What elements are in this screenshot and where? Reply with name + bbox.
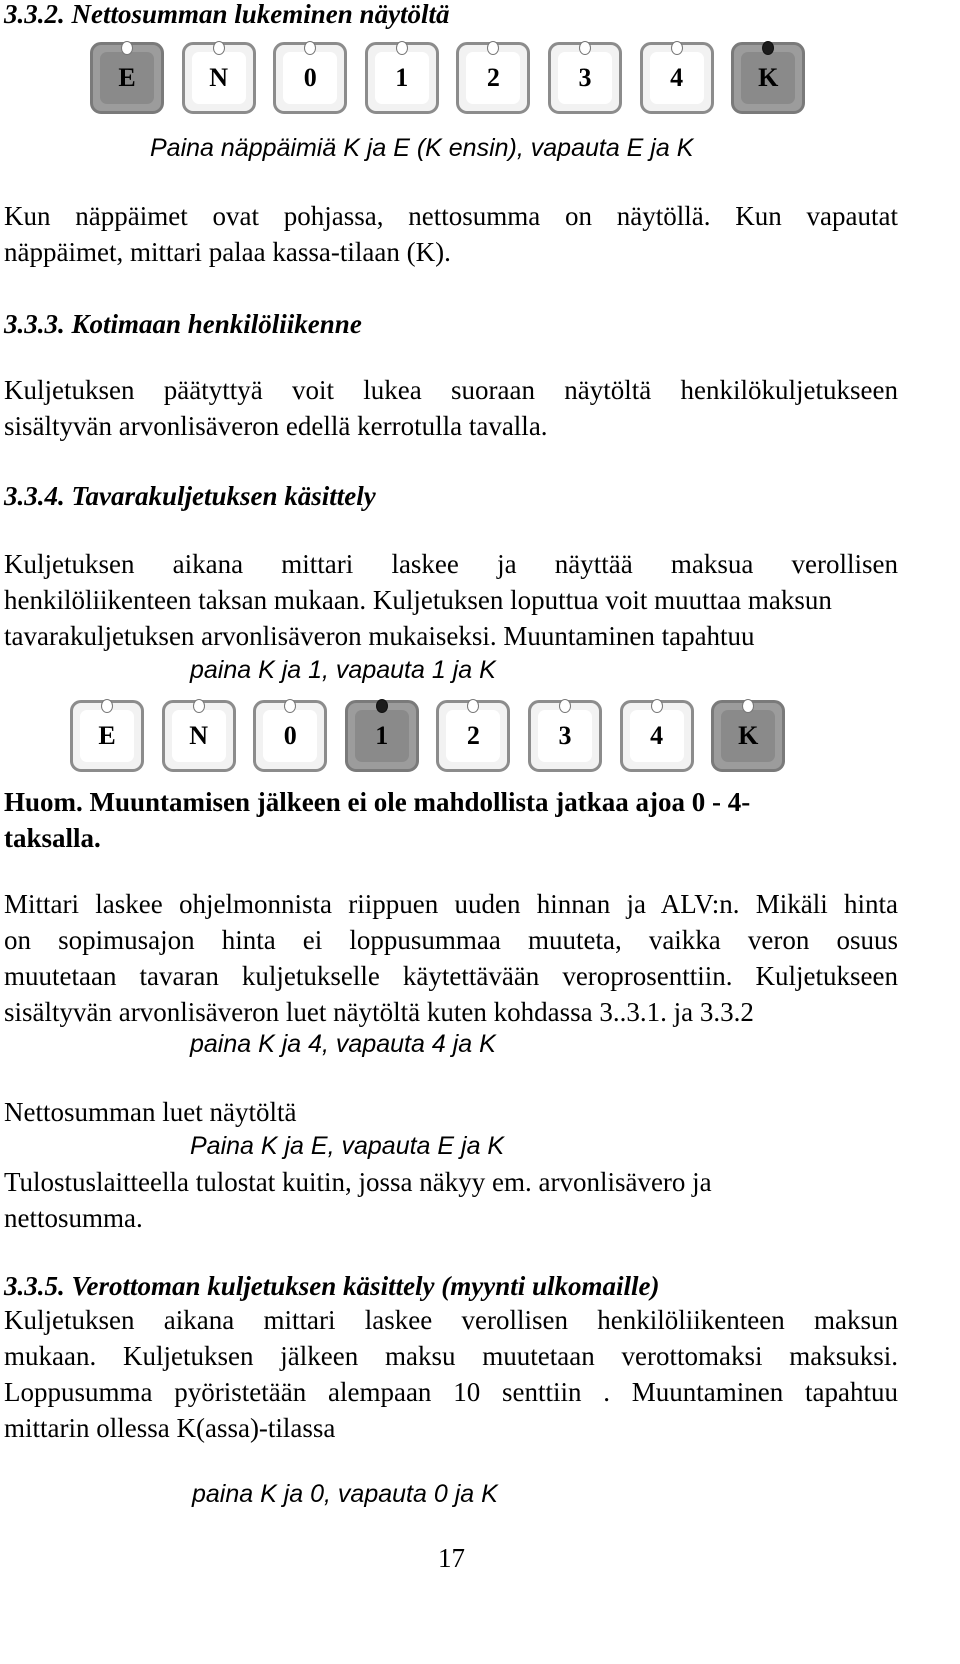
section-title: Kotimaan henkilöliikenne bbox=[71, 309, 362, 339]
key-label: 2 bbox=[446, 710, 500, 762]
section-number: 3.3.3. bbox=[4, 309, 65, 339]
section-number: 3.3.5. bbox=[4, 1271, 65, 1301]
paragraph-line: Nettosumman luet näytöltä bbox=[4, 1097, 297, 1127]
keypad-key-3 bbox=[548, 42, 622, 114]
indicator-light-icon bbox=[742, 699, 754, 713]
indicator-light-icon bbox=[651, 699, 663, 713]
key-label: K bbox=[721, 710, 775, 762]
paragraph-line: Tulostuslaitteella tulostat kuitin, jossa näkyy em. arvonlisävero ja bbox=[4, 1167, 712, 1197]
keypad-key-2 bbox=[436, 700, 510, 772]
indicator-light-icon bbox=[121, 41, 133, 55]
keypad-key-4 bbox=[620, 700, 694, 772]
page-number: 17 bbox=[438, 1543, 465, 1573]
paragraph-line: nettosumma. bbox=[4, 1203, 143, 1233]
keypad-key-k bbox=[711, 700, 785, 772]
indicator-light-icon bbox=[376, 699, 388, 713]
key-label: 4 bbox=[650, 52, 704, 104]
paragraph-line: Kuljetuksen päätyttyä voit lukea suoraan näytöltä henkilökuljetukseen bbox=[4, 375, 898, 405]
keypress-instruction: paina K ja 0, vapauta 0 ja K bbox=[192, 1480, 498, 1508]
keypad-key-1 bbox=[345, 700, 419, 772]
key-label: E bbox=[80, 710, 134, 762]
indicator-light-icon bbox=[101, 699, 113, 713]
section-heading-3-3-4 bbox=[4, 478, 376, 514]
keypad-key-n bbox=[182, 42, 256, 114]
paragraph-line: on sopimusajon hinta ei loppusummaa muuteta, vaikka veron osuus bbox=[4, 925, 898, 955]
key-label: E bbox=[100, 52, 154, 104]
paragraph-line: Kuljetuksen aikana mittari laskee verollisen henkilöliikenteen maksun bbox=[4, 1305, 898, 1335]
paragraph-line: tavarakuljetuksen arvonlisäveron mukaiseksi. Muuntaminen tapahtuu bbox=[4, 621, 755, 651]
keypad-key-0 bbox=[253, 700, 327, 772]
paragraph-line: sisältyvän arvonlisäveron edellä kerrotulla tavalla. bbox=[4, 411, 548, 441]
keypress-instruction: Paina näppäimiä K ja E (K ensin), vapauta E ja K bbox=[150, 134, 694, 162]
keypress-instruction: Paina K ja E, vapauta E ja K bbox=[190, 1132, 505, 1160]
keypress-instruction: paina K ja 1, vapauta 1 ja K bbox=[190, 656, 496, 684]
paragraph-line: muutetaan tavaran kuljetukselle käytettävään veroprosenttiin. Kuljetukseen bbox=[4, 961, 898, 991]
section-heading-3-3-3 bbox=[4, 306, 362, 342]
key-label: K bbox=[741, 52, 795, 104]
keypad-key-e bbox=[70, 700, 144, 772]
paragraph-line: mittarin ollessa K(assa)-tilassa bbox=[4, 1413, 336, 1443]
indicator-light-icon bbox=[213, 41, 225, 55]
section-title: Tavarakuljetuksen käsittely bbox=[71, 481, 376, 511]
note-line: taksalla. bbox=[4, 823, 101, 853]
key-label: 2 bbox=[466, 52, 520, 104]
keypad-key-2 bbox=[456, 42, 530, 114]
paragraph-line: näppäimet, mittari palaa kassa-tilaan (K). bbox=[4, 237, 451, 267]
indicator-light-icon bbox=[487, 41, 499, 55]
section-heading-3-3-5 bbox=[4, 1268, 660, 1304]
section-title: Verottoman kuljetuksen käsittely (myynti ulkomaille) bbox=[71, 1271, 660, 1301]
key-label: 3 bbox=[538, 710, 592, 762]
paragraph-line: Kun näppäimet ovat pohjassa, nettosumma on näytöllä. Kun vapautat bbox=[4, 201, 898, 231]
keypad-key-1 bbox=[365, 42, 439, 114]
indicator-light-icon bbox=[467, 699, 479, 713]
keypad-key-3 bbox=[528, 700, 602, 772]
key-label: 1 bbox=[375, 52, 429, 104]
indicator-light-icon bbox=[579, 41, 591, 55]
key-label: 4 bbox=[630, 710, 684, 762]
indicator-light-icon bbox=[762, 41, 774, 55]
indicator-light-icon bbox=[193, 699, 205, 713]
paragraph-line: mukaan. Kuljetuksen jälkeen maksu muutetaan verottomaksi maksuksi. bbox=[4, 1341, 898, 1371]
key-label: N bbox=[172, 710, 226, 762]
paragraph-line: sisältyvän arvonlisäveron luet näytöltä kuten kohdassa 3..3.1. ja 3.3.2 bbox=[4, 997, 754, 1027]
keypad-key-4 bbox=[640, 42, 714, 114]
key-label: N bbox=[192, 52, 246, 104]
keypress-instruction: paina K ja 4, vapauta 4 ja K bbox=[190, 1030, 496, 1058]
section-number: 3.3.2. bbox=[4, 0, 65, 29]
key-label: 3 bbox=[558, 52, 612, 104]
key-label: 0 bbox=[263, 710, 317, 762]
indicator-light-icon bbox=[559, 699, 571, 713]
paragraph-line: Loppusumma pyöristetään alempaan 10 senttiin . Muuntaminen tapahtuu bbox=[4, 1377, 898, 1407]
keypad-key-0 bbox=[273, 42, 347, 114]
section-number: 3.3.4. bbox=[4, 481, 65, 511]
keypad-key-k bbox=[731, 42, 805, 114]
section-heading-3-3-2 bbox=[4, 0, 450, 32]
indicator-light-icon bbox=[671, 41, 683, 55]
paragraph-line: Mittari laskee ohjelmonnista riippuen uuden hinnan ja ALV:n. Mikäli hinta bbox=[4, 889, 898, 919]
indicator-light-icon bbox=[284, 699, 296, 713]
section-title: Nettosumman lukeminen näytöltä bbox=[71, 0, 450, 29]
key-label: 1 bbox=[355, 710, 409, 762]
keypad-key-n bbox=[162, 700, 236, 772]
indicator-light-icon bbox=[396, 41, 408, 55]
keypad-key-e bbox=[90, 42, 164, 114]
paragraph-line: henkilöliikenteen taksan mukaan. Kuljetuksen loputtua voit muuttaa maksun bbox=[4, 585, 832, 615]
note-line: Huom. Muuntamisen jälkeen ei ole mahdollista jatkaa ajoa 0 - 4- bbox=[4, 787, 751, 817]
paragraph-line: Kuljetuksen aikana mittari laskee ja näyttää maksua verollisen bbox=[4, 549, 898, 579]
indicator-light-icon bbox=[304, 41, 316, 55]
key-label: 0 bbox=[283, 52, 337, 104]
